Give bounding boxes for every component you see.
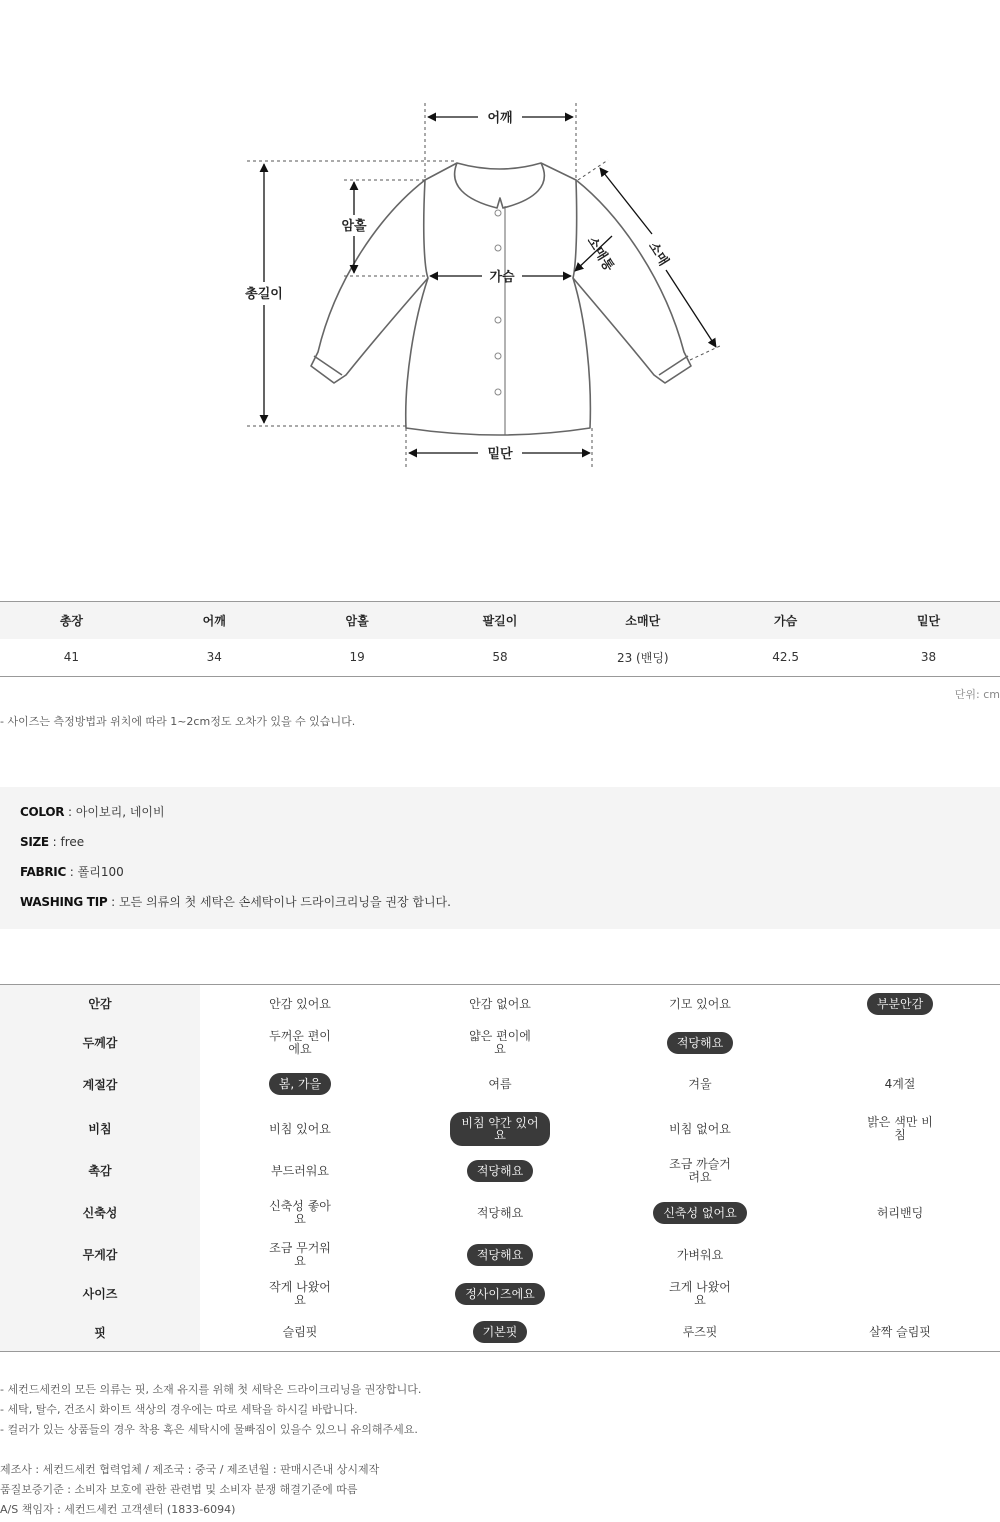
feature-option-cell <box>800 1023 1000 1063</box>
info-size-value: : free <box>48 835 85 849</box>
feature-option: 부드러워요 <box>271 1163 329 1178</box>
feature-option: 4계절 <box>884 1077 916 1091</box>
feature-option-cell <box>800 1274 1000 1314</box>
feature-option-selected: 적당해요 <box>467 1160 533 1182</box>
feature-row <box>0 985 1000 1023</box>
feature-option: 조금 까슬거려요 <box>669 1156 731 1184</box>
size-value: 34 <box>143 639 286 677</box>
feature-label: 촉감 <box>0 1152 200 1190</box>
feature-option-cell <box>800 1314 1000 1352</box>
feature-option-cell <box>200 1274 400 1314</box>
size-table <box>0 601 1000 677</box>
size-header: 밑단 <box>857 602 1000 639</box>
size-value: 42.5 <box>714 639 857 677</box>
feature-option-selected: 신축성 없어요 <box>653 1202 746 1224</box>
feature-option-cell <box>600 1274 800 1314</box>
feature-option-cell <box>800 985 1000 1023</box>
size-header: 어깨 <box>143 602 286 639</box>
feature-option-selected: 기본핏 <box>473 1321 528 1343</box>
garment-measurement-diagram <box>0 0 1000 560</box>
feature-row <box>0 1190 1000 1236</box>
feature-option: 밝은 색만 비침 <box>867 1114 933 1142</box>
feature-option: 비침 없어요 <box>669 1121 731 1136</box>
size-value: 38 <box>857 639 1000 677</box>
feature-row <box>0 1152 1000 1190</box>
feature-option-selected: 적당해요 <box>467 1244 533 1266</box>
maker-line: 품질보증기준 : 소비자 보호에 관한 관련법 및 소비자 분쟁 해결기준에 따름 <box>0 1483 358 1496</box>
feature-option: 허리밴딩 <box>876 1205 924 1220</box>
info-washing-label: WASHING TIP <box>20 895 108 909</box>
feature-option-cell <box>600 1106 800 1152</box>
feature-row <box>0 1274 1000 1314</box>
size-value: 23 (밴딩) <box>571 639 714 677</box>
feature-row <box>0 1023 1000 1063</box>
feature-option: 안감 없어요 <box>469 996 531 1011</box>
feature-option: 크게 나왔어요 <box>669 1279 731 1307</box>
feature-option: 적당해요 <box>476 1205 524 1220</box>
maker-line: 제조사 : 세컨드세컨 협력업체 / 제조국 : 중국 / 제조년월 : 판매시즌내 상시제작 <box>0 1463 380 1476</box>
feature-option-cell <box>600 1023 800 1063</box>
label-chest: 가슴 <box>489 270 515 285</box>
size-value: 19 <box>286 639 429 677</box>
feature-option: 얇은 편이에요 <box>469 1028 531 1056</box>
maker-line: A/S 책임자 : 세컨드세컨 고객센터 (1833-6094) <box>0 1503 236 1516</box>
size-table-row <box>0 639 1000 677</box>
care-notes <box>0 1383 421 1443</box>
size-header: 소매단 <box>571 602 714 639</box>
size-table-header <box>0 602 1000 639</box>
label-armhole: 암홀 <box>341 219 367 234</box>
maker-info <box>0 1463 379 1522</box>
label-hem: 밑단 <box>487 447 513 462</box>
feature-option-cell <box>800 1106 1000 1152</box>
size-value: 41 <box>0 639 143 677</box>
feature-option-cell <box>600 1314 800 1352</box>
feature-option-cell <box>200 1023 400 1063</box>
feature-label: 사이즈 <box>0 1274 200 1314</box>
info-size-label: SIZE <box>20 835 49 849</box>
info-fabric-value: : 폴리100 <box>65 865 124 879</box>
size-value: 58 <box>429 639 572 677</box>
feature-option: 겨울 <box>688 1077 712 1091</box>
feature-option-cell <box>400 1236 600 1274</box>
feature-row <box>0 1236 1000 1274</box>
feature-label: 비침 <box>0 1106 200 1152</box>
feature-option: 신축성 좋아요 <box>269 1198 331 1226</box>
feature-option-cell <box>400 1314 600 1352</box>
feature-option: 작게 나왔어요 <box>269 1279 331 1307</box>
feature-option: 안감 있어요 <box>269 996 331 1011</box>
care-note: - 세컨드세컨의 모든 의류는 핏, 소재 유지를 위해 첫 세탁은 드라이크리닝을 권장합니다. <box>0 1383 422 1396</box>
feature-option-cell <box>600 985 800 1023</box>
size-header: 팔길이 <box>429 602 572 639</box>
feature-option-cell <box>200 1236 400 1274</box>
feature-option-selected: 봄, 가을 <box>269 1073 331 1095</box>
feature-row <box>0 1063 1000 1106</box>
feature-option-cell <box>400 1152 600 1190</box>
size-header: 총장 <box>0 602 143 639</box>
feature-option-cell <box>400 1106 600 1152</box>
feature-option-cell <box>400 1190 600 1236</box>
feature-option-cell <box>600 1236 800 1274</box>
feature-label: 핏 <box>0 1314 200 1352</box>
feature-option-cell <box>200 1063 400 1106</box>
size-header: 암홀 <box>286 602 429 639</box>
info-size <box>20 834 980 864</box>
label-sleeve: 소매 <box>644 239 671 269</box>
product-info-box <box>0 787 1000 929</box>
feature-label: 안감 <box>0 985 200 1023</box>
measurement-guides <box>247 103 722 468</box>
feature-row <box>0 1106 1000 1152</box>
blouse-buttons <box>495 210 501 395</box>
feature-label: 두께감 <box>0 1023 200 1063</box>
label-total-length: 총길이 <box>245 287 283 302</box>
feature-option-selected: 적당해요 <box>667 1032 733 1054</box>
measurement-arrows <box>264 117 716 453</box>
feature-option: 두꺼운 편이에요 <box>269 1028 331 1056</box>
feature-option-cell <box>800 1063 1000 1106</box>
feature-option-cell <box>600 1152 800 1190</box>
feature-label: 계절감 <box>0 1063 200 1106</box>
label-sleeve-width: 소매통 <box>583 234 617 275</box>
feature-option-cell <box>800 1236 1000 1274</box>
info-color-label: COLOR <box>20 805 65 819</box>
feature-option-selected: 비침 약간 있어요 <box>450 1112 550 1146</box>
feature-option-cell <box>800 1190 1000 1236</box>
feature-row <box>0 1314 1000 1352</box>
feature-option: 기모 있어요 <box>669 996 731 1011</box>
info-washing <box>20 894 980 924</box>
feature-option: 살짝 슬림핏 <box>869 1325 931 1340</box>
feature-option-cell <box>200 1190 400 1236</box>
info-washing-value: : 모든 의류의 첫 세탁은 손세탁이나 드라이크리닝을 권장 합니다. <box>107 895 451 909</box>
care-note: - 컬러가 있는 상품들의 경우 착용 혹은 세탁시에 물빠짐이 있을수 있으니 유의해주세요. <box>0 1423 418 1436</box>
size-note: - 사이즈는 측정방법과 위치에 따라 1~2cm정도 오차가 있을 수 있습니다. <box>0 715 356 728</box>
feature-label: 무게감 <box>0 1236 200 1274</box>
feature-option-cell <box>800 1152 1000 1190</box>
feature-option: 조금 무거워요 <box>269 1240 331 1268</box>
feature-option-cell <box>400 1274 600 1314</box>
feature-option: 루즈핏 <box>682 1325 718 1340</box>
feature-option: 여름 <box>488 1077 512 1091</box>
feature-label: 신축성 <box>0 1190 200 1236</box>
care-note: - 세탁, 탈수, 건조시 화이트 색상의 경우에는 따로 세탁을 하시길 바랍니다. <box>0 1403 358 1416</box>
feature-option-cell <box>400 985 600 1023</box>
feature-option: 슬림핏 <box>282 1325 318 1340</box>
feature-option-cell <box>200 1106 400 1152</box>
label-shoulder: 어깨 <box>487 111 513 126</box>
size-unit: 단위: cm <box>954 688 1000 701</box>
feature-option-selected: 부분안감 <box>867 993 933 1015</box>
feature-option-cell <box>600 1063 800 1106</box>
feature-option-cell <box>200 985 400 1023</box>
info-color-value: : 아이보리, 네이비 <box>64 805 165 819</box>
feature-option-cell <box>600 1190 800 1236</box>
feature-option: 비침 있어요 <box>269 1121 331 1136</box>
feature-option: 가벼워요 <box>676 1247 724 1262</box>
size-header: 가슴 <box>714 602 857 639</box>
blouse-outline <box>311 163 691 435</box>
info-color <box>20 804 980 834</box>
feature-option-cell <box>200 1152 400 1190</box>
feature-option-selected: 정사이즈에요 <box>455 1283 545 1305</box>
info-fabric-label: FABRIC <box>20 865 66 879</box>
info-fabric <box>20 864 980 894</box>
feature-option-cell <box>400 1063 600 1106</box>
feature-table <box>0 984 1000 1352</box>
feature-option-cell <box>400 1023 600 1063</box>
feature-option-cell <box>200 1314 400 1352</box>
